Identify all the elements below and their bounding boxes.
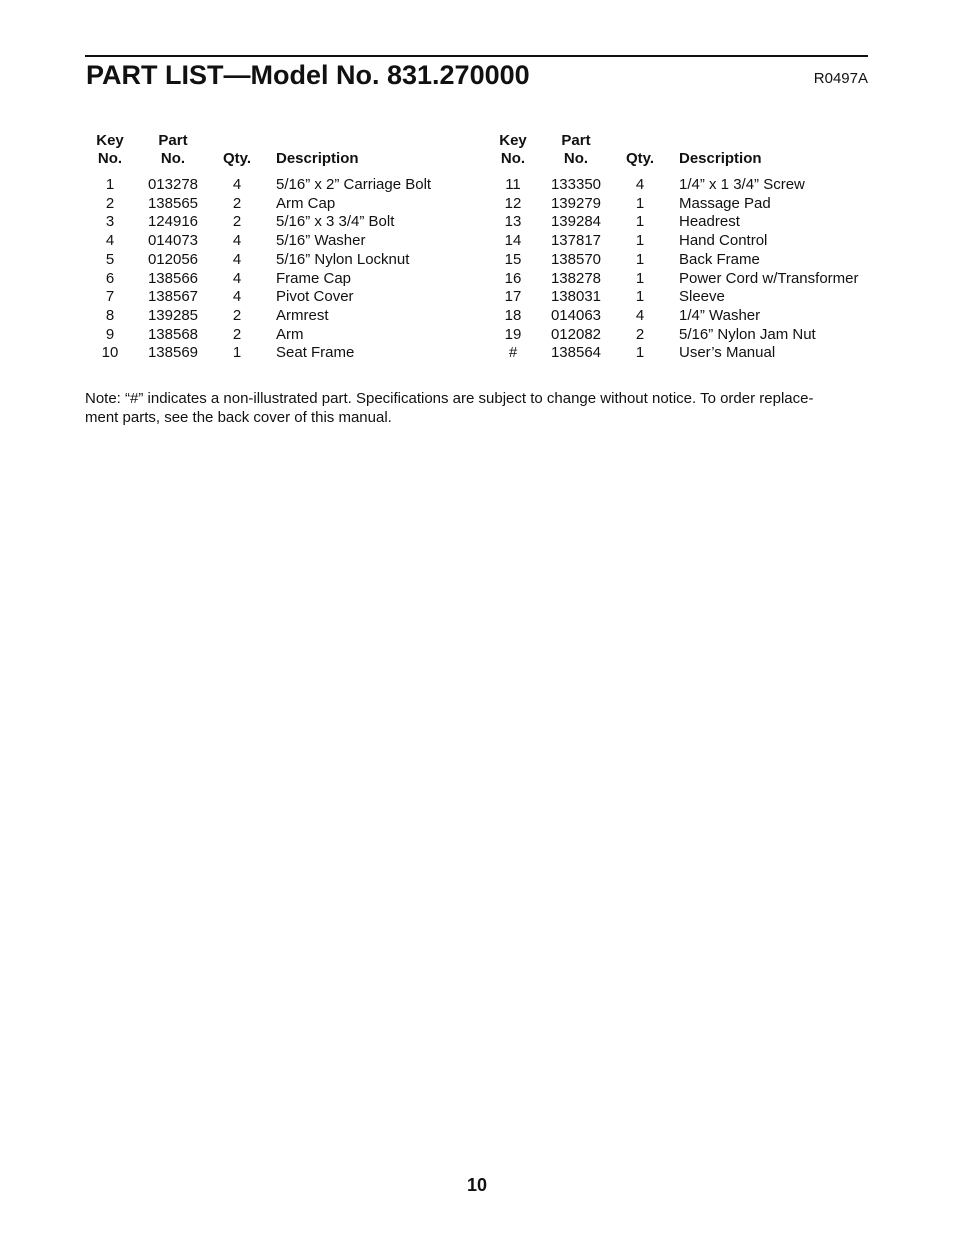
- description-cell: 5/16” Nylon Jam Nut: [679, 325, 816, 343]
- table-header-row: [86, 120, 466, 176]
- key-no-cell: 1: [105, 176, 115, 193]
- description-cell: 5/16” x 3 3/4” Bolt: [276, 213, 395, 231]
- qty-cell: 1: [232, 344, 242, 362]
- part-no-cell: 138564: [550, 344, 602, 362]
- part-no-cell: 138278: [550, 269, 602, 287]
- qty-cell: 2: [232, 306, 242, 324]
- key-no-cell: 12: [504, 194, 522, 212]
- table-row: [489, 270, 879, 289]
- header-description: Description: [276, 150, 359, 167]
- note-line-1: Note: “#” indicates a non-illustrated part. Specifications are subject to change without notice. To order replace-: [85, 390, 814, 407]
- part-no-cell: 139279: [550, 194, 602, 212]
- description-cell: 1/4” x 1 3/4” Screw: [679, 176, 805, 193]
- part-no-cell: 013278: [147, 176, 199, 193]
- header-rule: [85, 55, 868, 57]
- qty-cell: 4: [635, 306, 645, 324]
- description-cell: Seat Frame: [276, 344, 355, 362]
- key-no-cell: 7: [105, 288, 115, 306]
- description-cell: Power Cord w/Transformer: [679, 269, 859, 287]
- table-row: [86, 288, 466, 307]
- table-row: [86, 270, 466, 289]
- qty-cell: 1: [635, 213, 645, 231]
- description-cell: Arm: [276, 325, 304, 343]
- qty-cell: 4: [232, 232, 242, 250]
- key-no-cell: 14: [504, 232, 522, 250]
- parts-table-right-body: [489, 176, 879, 363]
- key-no-cell: 19: [504, 325, 522, 343]
- key-no-cell: 3: [105, 213, 115, 231]
- parts-table-left: [86, 120, 466, 363]
- description-cell: Pivot Cover: [276, 288, 354, 306]
- table-row: [86, 176, 466, 195]
- part-no-cell: 012082: [550, 325, 602, 343]
- qty-cell: 2: [232, 325, 242, 343]
- part-no-cell: 012056: [147, 250, 199, 268]
- key-no-cell: 16: [504, 269, 522, 287]
- description-cell: Armrest: [276, 306, 329, 324]
- qty-cell: 1: [635, 344, 645, 362]
- table-row: [489, 213, 879, 232]
- header-description: Description: [679, 150, 762, 167]
- table-row: [86, 307, 466, 326]
- qty-cell: 1: [635, 194, 645, 212]
- part-no-cell: 138566: [147, 269, 199, 287]
- key-no-cell: 18: [504, 306, 522, 324]
- part-no-cell: 124916: [147, 213, 199, 231]
- description-cell: Hand Control: [679, 232, 768, 250]
- table-row: [489, 288, 879, 307]
- part-no-cell: 014073: [147, 232, 199, 250]
- key-no-cell: 15: [504, 250, 522, 268]
- table-row: [489, 232, 879, 251]
- page-title: PART LIST—Model No. 831.270000: [86, 60, 530, 90]
- part-no-cell: 138567: [147, 288, 199, 306]
- key-no-cell: 10: [101, 344, 119, 362]
- description-cell: 5/16” Nylon Locknut: [276, 250, 410, 268]
- page-number: 10: [466, 1175, 488, 1195]
- qty-cell: 4: [232, 269, 242, 287]
- table-row: [489, 326, 879, 345]
- key-no-cell: 6: [105, 269, 115, 287]
- part-no-cell: 139285: [147, 306, 199, 324]
- description-cell: 5/16” x 2” Carriage Bolt: [276, 176, 432, 193]
- table-row: [489, 307, 879, 326]
- description-cell: 1/4” Washer: [679, 306, 761, 324]
- description-cell: Sleeve: [679, 288, 725, 306]
- reference-code: R0497A: [813, 70, 868, 87]
- key-no-cell: 4: [105, 232, 115, 250]
- part-no-cell: 138569: [147, 344, 199, 362]
- header-part-no: Part No.: [561, 132, 591, 167]
- key-no-cell: #: [508, 344, 518, 362]
- table-row: [86, 232, 466, 251]
- table-row: [86, 326, 466, 345]
- table-row: [489, 344, 879, 363]
- part-no-cell: 138031: [550, 288, 602, 306]
- header-part-no: Part No.: [158, 132, 188, 167]
- part-no-cell: 014063: [550, 306, 602, 324]
- parts-table-right: [489, 120, 879, 363]
- header-key-no: Key No.: [96, 132, 124, 167]
- table-row: [489, 176, 879, 195]
- key-no-cell: 17: [504, 288, 522, 306]
- qty-cell: 1: [635, 250, 645, 268]
- part-no-cell: 133350: [550, 176, 602, 193]
- key-no-cell: 5: [105, 250, 115, 268]
- note-line-2: ment parts, see the back cover of this manual.: [85, 409, 392, 426]
- table-header-row: [489, 120, 879, 176]
- key-no-cell: 13: [504, 213, 522, 231]
- description-cell: Back Frame: [679, 250, 760, 268]
- header-key-no: Key No.: [499, 132, 527, 167]
- description-cell: 5/16” Washer: [276, 232, 366, 250]
- table-row: [86, 251, 466, 270]
- part-no-cell: 138568: [147, 325, 199, 343]
- part-no-cell: 138570: [550, 250, 602, 268]
- key-no-cell: 8: [105, 306, 115, 324]
- description-cell: Arm Cap: [276, 194, 336, 212]
- note-text: [85, 389, 855, 427]
- header-qty: Qty.: [625, 150, 655, 167]
- qty-cell: 2: [232, 194, 242, 212]
- parts-table-left-body: [86, 176, 466, 363]
- table-row: [86, 213, 466, 232]
- qty-cell: 2: [635, 325, 645, 343]
- qty-cell: 4: [232, 250, 242, 268]
- qty-cell: 1: [635, 288, 645, 306]
- qty-cell: 1: [635, 232, 645, 250]
- description-cell: Frame Cap: [276, 269, 352, 287]
- part-no-cell: 137817: [550, 232, 602, 250]
- table-row: [86, 195, 466, 214]
- qty-cell: 4: [635, 176, 645, 193]
- part-no-cell: 138565: [147, 194, 199, 212]
- qty-cell: 4: [232, 176, 242, 193]
- table-row: [489, 251, 879, 270]
- description-cell: Headrest: [679, 213, 740, 231]
- table-row: [86, 344, 466, 363]
- table-row: [489, 195, 879, 214]
- key-no-cell: 9: [105, 325, 115, 343]
- qty-cell: 2: [232, 213, 242, 231]
- key-no-cell: 2: [105, 194, 115, 212]
- key-no-cell: 11: [505, 176, 521, 193]
- qty-cell: 1: [635, 269, 645, 287]
- description-cell: Massage Pad: [679, 194, 771, 212]
- header-qty: Qty.: [222, 150, 252, 167]
- qty-cell: 4: [232, 288, 242, 306]
- description-cell: User’s Manual: [679, 344, 776, 362]
- part-no-cell: 139284: [550, 213, 602, 231]
